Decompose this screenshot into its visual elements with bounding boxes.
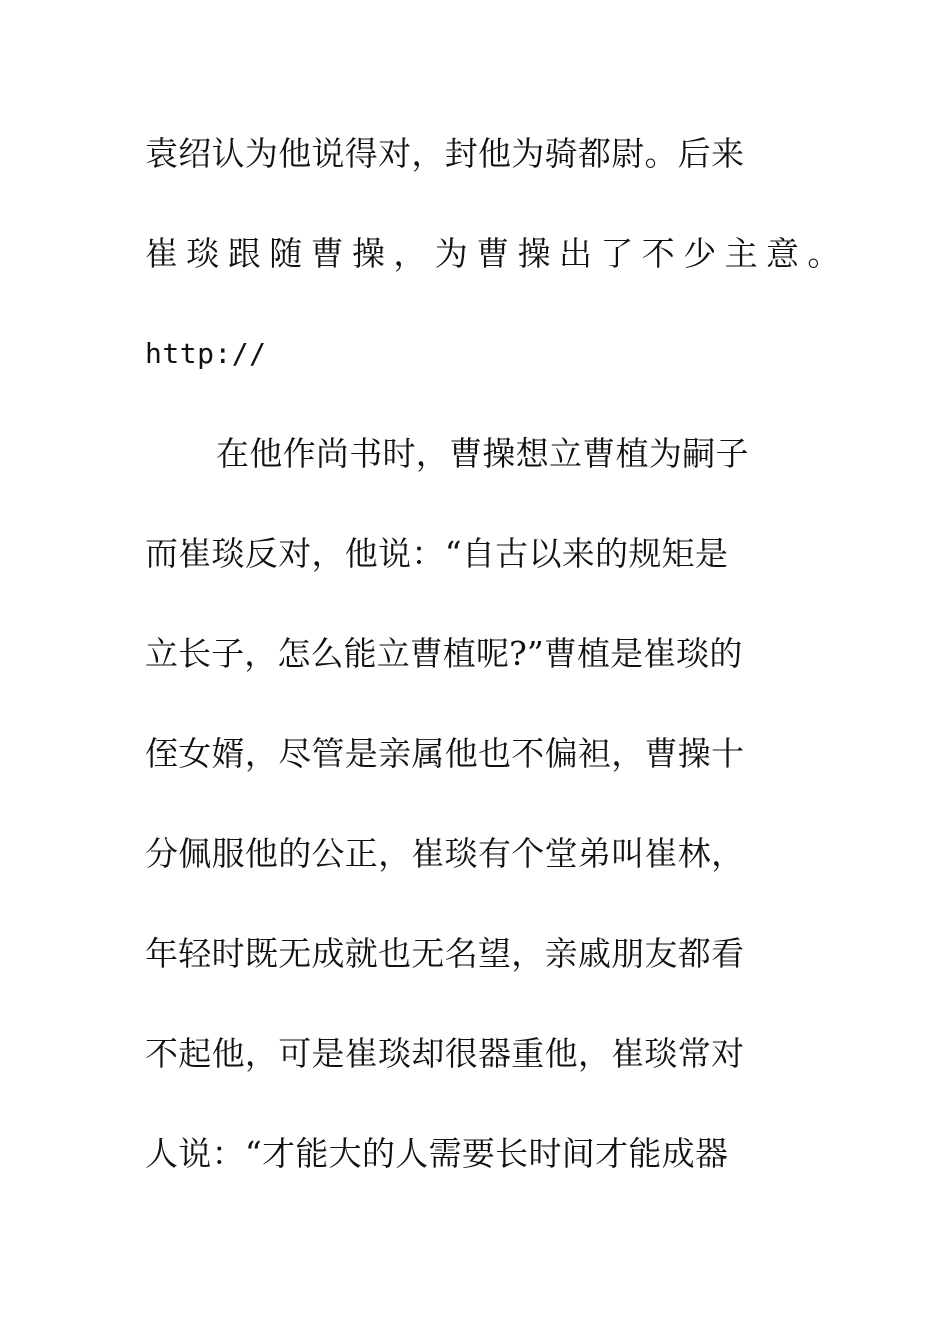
text-line-8: 分佩服他的公正，崔琰有个堂弟叫崔林， [145, 834, 745, 873]
text-line-6: 立长子，怎么能立曹植呢?”曹植是崔琰的 [145, 634, 743, 673]
paragraph-start-line: 在他作尚书时，曹操想立曹植为嗣子 [216, 434, 749, 473]
text-line-5: 而崔琰反对，他说：“自古以来的规矩是 [145, 534, 729, 573]
text-line-url: http:// [145, 337, 267, 370]
text-line-1: 袁绍认为他说得对，封他为骑都尉。后来 [145, 134, 745, 173]
text-line-11: 人说：“才能大的人需要长时间才能成器 [145, 1134, 729, 1173]
text-line-9: 年轻时既无成就也无名望，亲戚朋友都看 [145, 934, 745, 973]
text-line-2: 崔琰跟随曹操，为曹操出了不少主意。 [145, 234, 849, 273]
text-line-7: 侄女婿，尽管是亲属他也不偏袒，曹操十 [145, 734, 745, 773]
text-line-10: 不起他，可是崔琰却很器重他，崔琰常对 [145, 1034, 745, 1073]
